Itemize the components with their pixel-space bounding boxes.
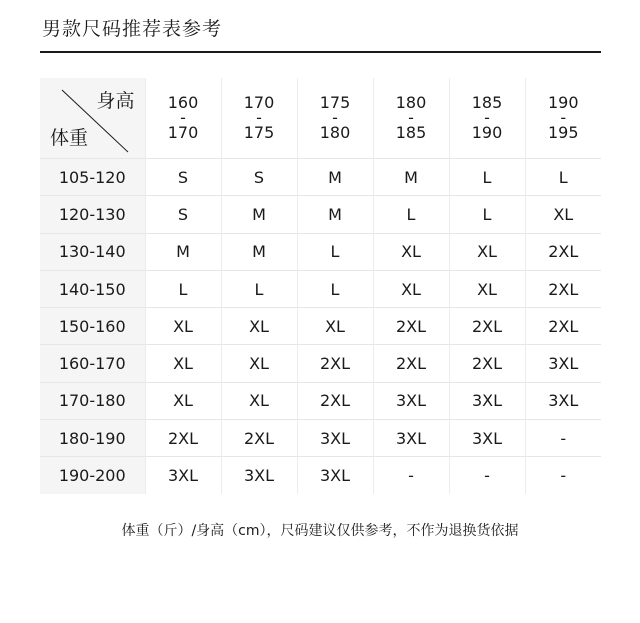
size-cell: XL [221, 308, 297, 345]
weight-range-cell: 180-190 [40, 420, 145, 457]
table-row [40, 308, 601, 345]
size-cell: 3XL [373, 382, 449, 419]
size-cell: L [373, 196, 449, 233]
size-cell: - [373, 457, 449, 494]
table-row [40, 345, 601, 382]
size-cell: XL [449, 233, 525, 270]
size-cell: M [297, 159, 373, 196]
height-range-to: 175 [243, 123, 275, 142]
size-cell: 2XL [525, 308, 601, 345]
table-row [40, 420, 601, 457]
height-range-to: 195 [547, 123, 579, 142]
size-cell: S [145, 196, 221, 233]
weight-range-cell: 170-180 [40, 382, 145, 419]
size-cell: M [145, 233, 221, 270]
corner-cell [40, 78, 145, 159]
height-range-from: 170 [243, 93, 275, 112]
size-cell: - [525, 457, 601, 494]
size-cell: L [449, 159, 525, 196]
size-cell: L [145, 270, 221, 307]
size-cell: 2XL [373, 308, 449, 345]
header-row [40, 78, 601, 159]
height-range-dash: - [332, 108, 338, 127]
size-cell: 2XL [145, 420, 221, 457]
size-cell: M [221, 233, 297, 270]
table-row [40, 159, 601, 196]
size-cell: 3XL [145, 457, 221, 494]
size-cell: XL [297, 308, 373, 345]
height-range-from: 180 [395, 93, 427, 112]
height-range-from: 190 [547, 93, 579, 112]
height-range-header [221, 78, 297, 159]
weight-axis-label: 体重 [50, 127, 89, 149]
title-divider [40, 51, 601, 53]
page-title: 男款尺码推荐表参考 [42, 18, 223, 40]
size-cell: 2XL [525, 270, 601, 307]
height-range-dash: - [560, 108, 567, 127]
height-range-to: 180 [319, 123, 351, 142]
height-range-header [525, 78, 601, 159]
size-cell: XL [525, 196, 601, 233]
size-cell: 3XL [221, 457, 297, 494]
size-cell: 2XL [373, 345, 449, 382]
size-cell: M [373, 159, 449, 196]
height-range-from: 160 [167, 93, 199, 112]
size-cell: 3XL [297, 420, 373, 457]
size-cell: 2XL [297, 382, 373, 419]
height-range-dash: - [408, 108, 414, 127]
weight-range-cell: 160-170 [40, 345, 145, 382]
size-cell: L [297, 233, 373, 270]
size-cell: XL [145, 308, 221, 345]
size-cell: 2XL [297, 345, 373, 382]
size-cell: XL [373, 233, 449, 270]
height-range-dash: - [256, 108, 262, 127]
height-range-dash: - [180, 108, 186, 127]
size-cell: L [221, 270, 297, 307]
height-range-from: 185 [471, 93, 503, 112]
table-row [40, 196, 601, 233]
size-cell: 3XL [449, 382, 525, 419]
size-cell: 3XL [373, 420, 449, 457]
height-range-from: 175 [319, 93, 351, 112]
weight-range-cell: 120-130 [40, 196, 145, 233]
size-cell: 2XL [449, 308, 525, 345]
height-range-header [297, 78, 373, 159]
table-row [40, 457, 601, 494]
size-cell: 2XL [525, 233, 601, 270]
size-cell: M [221, 196, 297, 233]
size-cell: XL [449, 270, 525, 307]
size-cell: XL [221, 382, 297, 419]
size-cell: S [145, 159, 221, 196]
footnote: 体重（斤）/身高（cm），尺码建议仅供参考，不作为退换货依据 [121, 523, 519, 539]
height-range-dash: - [484, 108, 490, 127]
size-cell: L [449, 196, 525, 233]
size-cell: XL [145, 345, 221, 382]
size-cell: L [525, 159, 601, 196]
size-cell: XL [373, 270, 449, 307]
height-axis-label: 身高 [96, 90, 135, 112]
size-cell: S [221, 159, 297, 196]
weight-range-cell: 130-140 [40, 233, 145, 270]
table-row [40, 382, 601, 419]
height-range-to: 190 [471, 123, 503, 142]
height-range-header [145, 78, 221, 159]
table-row [40, 233, 601, 270]
weight-range-cell: 140-150 [40, 270, 145, 307]
size-cell: 3XL [297, 457, 373, 494]
size-cell: M [297, 196, 373, 233]
height-range-to: 170 [167, 123, 199, 142]
size-cell: 2XL [449, 345, 525, 382]
size-cell: 3XL [449, 420, 525, 457]
size-cell: 3XL [525, 345, 601, 382]
size-cell: XL [145, 382, 221, 419]
size-cell: - [449, 457, 525, 494]
height-range-header [449, 78, 525, 159]
height-range-to: 185 [395, 123, 427, 142]
size-chart-table [40, 78, 601, 494]
table-row [40, 270, 601, 307]
height-range-header [373, 78, 449, 159]
weight-range-cell: 190-200 [40, 457, 145, 494]
size-cell: XL [221, 345, 297, 382]
weight-range-cell: 150-160 [40, 308, 145, 345]
size-cell: - [525, 420, 601, 457]
size-cell: L [297, 270, 373, 307]
size-cell: 3XL [525, 382, 601, 419]
weight-range-cell: 105-120 [40, 159, 145, 196]
size-cell: 2XL [221, 420, 297, 457]
